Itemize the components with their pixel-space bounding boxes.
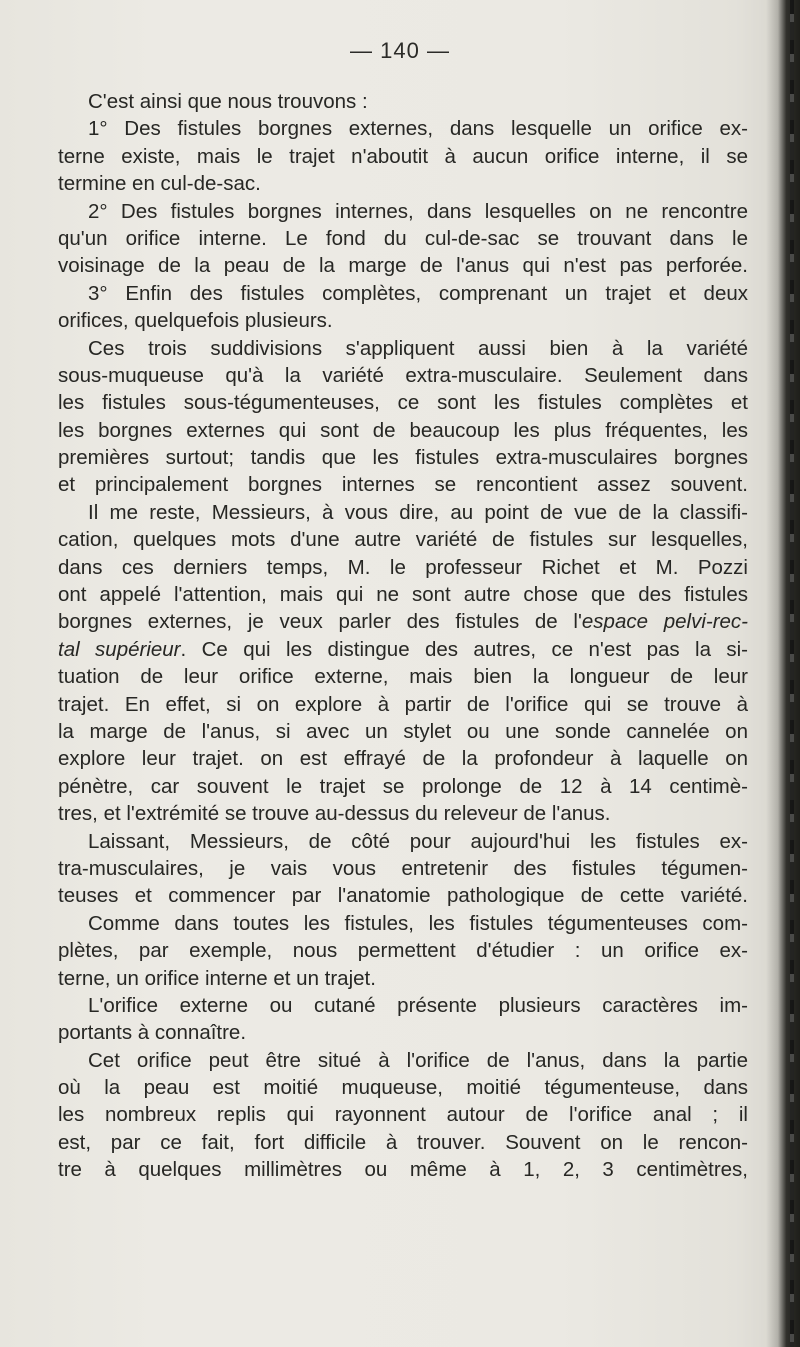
text-line: cation, quelques mots d'une autre variété de fistules sur lesquelles, — [58, 528, 748, 552]
text-line — [58, 608, 748, 635]
page-number: — 140 — — [350, 38, 450, 63]
text-line: tra-musculaires, je vais vous entretenir des fistules tégumen- — [58, 856, 748, 880]
text-line: portants à connaître. — [58, 1021, 247, 1045]
text-line: Cet orifice peut être situé à l'orifice de l'anus, dans la partie — [88, 1048, 748, 1072]
text-line: orifices, quelquefois plusieurs. — [58, 309, 333, 333]
text-line: dans ces derniers temps, M. le professeur Richet et M. Pozzi — [58, 555, 748, 579]
text-line: tre à quelques millimètres ou même à 1, 2, 3 centimètres, — [58, 1158, 748, 1182]
text-line: terne, un orifice interne et un trajet. — [58, 966, 376, 990]
text-line: tres, et l'extrémité se trouve au-dessus du releveur de l'anus. — [58, 802, 611, 826]
text-line: terne existe, mais le trajet n'aboutit à aucun orifice interne, il se — [58, 144, 748, 168]
text-line: 3° Enfin des fistules complètes, comprenant un trajet et deux — [88, 281, 748, 305]
italic-term: espace pelvi-rec- — [581, 610, 748, 634]
text-segment: . Ce qui les distingue des autres, ce n'est pas la si- — [180, 637, 748, 661]
text-line: la marge de l'anus, si avec un stylet ou une sonde cannelée on — [58, 719, 748, 743]
text-line: et principalement borgnes internes se rencontient assez souvent. — [58, 473, 748, 497]
text-line: Laissant, Messieurs, de côté pour aujourd'hui les fistules ex- — [88, 829, 748, 853]
text-line: les fistules sous-tégumenteuses, ce sont les fistules complètes et — [58, 391, 748, 415]
text-line: ont appelé l'attention, mais qui ne sont autre chose que des fistules — [58, 583, 748, 607]
text-line: 1° Des fistules borgnes externes, dans lesquelle un orifice ex- — [88, 117, 748, 141]
text-line: teuses et commencer par l'anatomie pathologique de cette variété. — [58, 884, 748, 908]
text-line: est, par ce fait, fort difficile à trouver. Souvent on le rencon- — [58, 1130, 748, 1154]
text-line: 2° Des fistules borgnes internes, dans lesquelles on ne rencontre — [88, 199, 748, 223]
text-line: Il me reste, Messieurs, à vous dire, au point de vue de la classifi- — [88, 500, 748, 524]
text-line: explore leur trajet. on est effrayé de la profondeur à laquelle on — [58, 747, 748, 771]
text-line: sous-muqueuse qu'à la variété extra-musculaire. Seulement dans — [58, 363, 748, 387]
text-line: voisinage de la peau de la marge de l'anus qui n'est pas perforée. — [58, 254, 748, 278]
text-line: Comme dans toutes les fistules, les fistules tégumenteuses com- — [88, 911, 748, 935]
text-line — [58, 636, 748, 663]
text-line: tuation de leur orifice externe, mais bien la longueur de leur — [58, 665, 748, 689]
text-segment: borgnes externes, je veux parler des fistules de l' — [58, 610, 582, 634]
text-line: Ces trois suddivisions s'appliquent aussi bien à la variété — [88, 336, 748, 360]
text-line: où la peau est moitié muqueuse, moitié tégumenteuse, dans — [58, 1076, 748, 1100]
text-line: pénètre, car souvent le trajet se prolonge de 12 à 14 centimè- — [58, 774, 748, 798]
text-line: L'orifice externe ou cutané présente plusieurs caractères im- — [88, 993, 748, 1017]
italic-term: tal supérieur — [58, 637, 181, 661]
text-line: plètes, par exemple, nous permettent d'étudier : un orifice ex- — [58, 939, 748, 963]
text-line: qu'un orifice interne. Le fond du cul-de-sac se trouvant dans le — [58, 226, 748, 250]
text-line: les borgnes externes qui sont de beaucoup les plus fréquentes, les — [58, 418, 748, 442]
text-line: trajet. En effet, si on explore à partir de l'orifice qui se trouve à — [58, 692, 748, 716]
text-line: les nombreux replis qui rayonnent autour de l'orifice anal ; il — [58, 1103, 748, 1127]
text-line: C'est ainsi que nous trouvons : — [88, 90, 368, 113]
binding-edge — [766, 0, 800, 1347]
text-line: premières surtout; tandis que les fistules extra-musculaires borgnes — [58, 446, 748, 470]
text-line: termine en cul-de-sac. — [58, 172, 261, 196]
body-text — [58, 88, 748, 1184]
